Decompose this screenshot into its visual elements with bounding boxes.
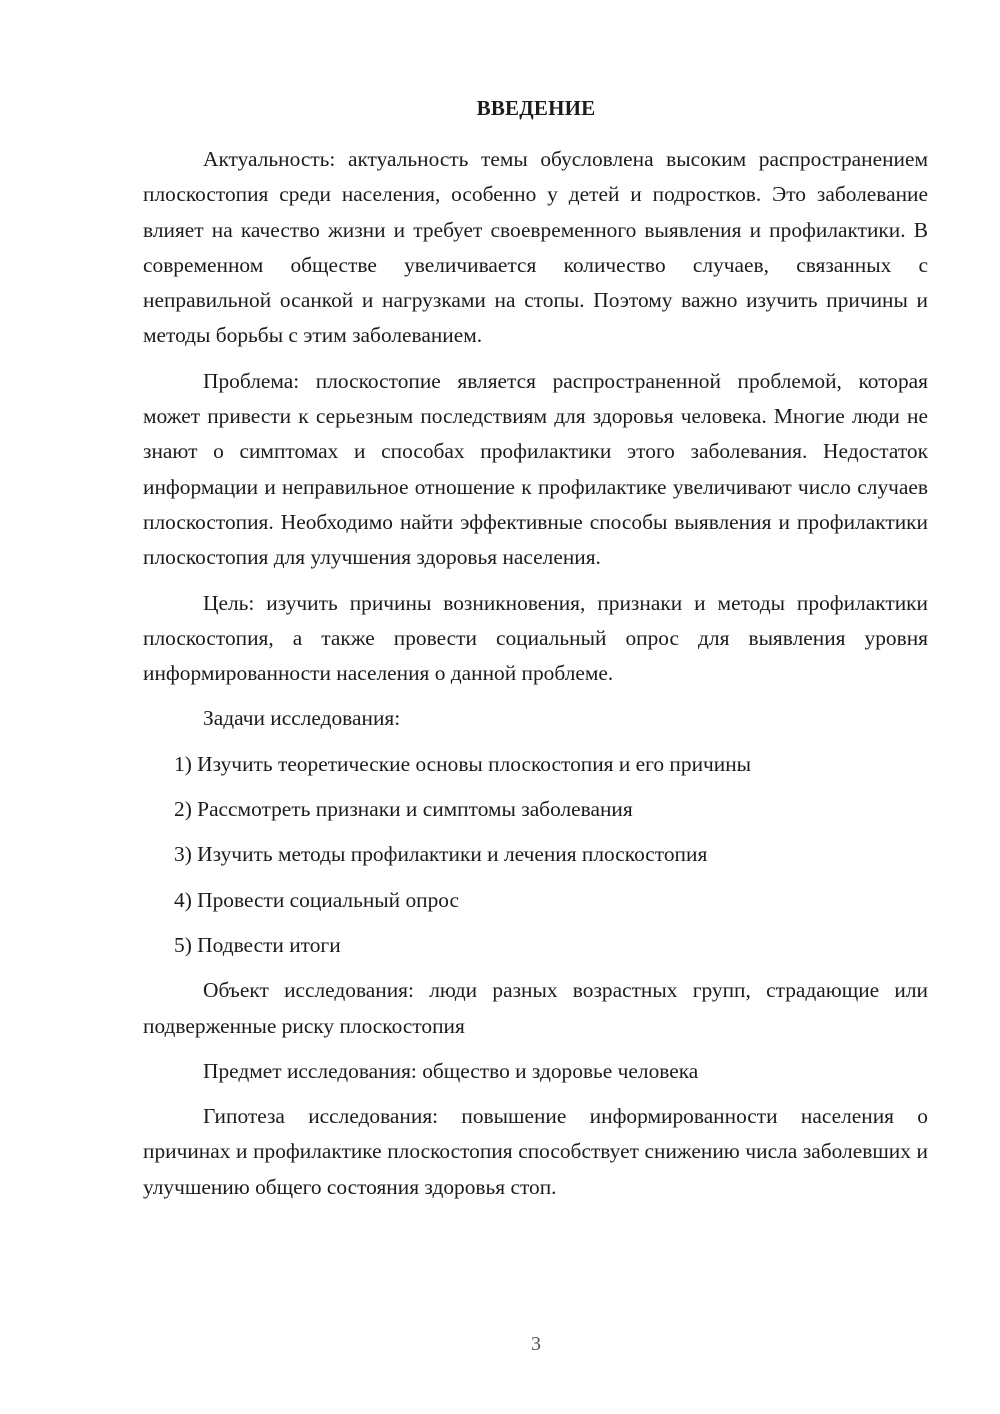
page-number: 3 [531,1333,541,1355]
paragraph-goal: Цель: изучить причины возникновения, признаки и методы профилактики плоскостопия, а также провести социальный опрос для выявления уровня информированности населения о данной проблеме. [143,590,928,686]
task-item-4: 4) Провести социальный опрос [174,887,460,912]
task-item-2: 2) Рассмотреть признаки и симптомы заболевания [174,797,633,822]
paragraph-object: Объект исследования: люди разных возрастных групп, страдающие или подверженные риску плоскостопия [143,978,928,1038]
task-item-5: 5) Подвести итоги [174,932,341,957]
paragraph-relevance: Актуальность: актуальность темы обусловлена высоким распространением плоскостопия среди населения, особенно у детей и подростков. Это заболевание влияет на качество жизни и требует своевременного выявления и профилактики. В современном обществе увеличивается количество случаев, связанных с неправильной осанкой и нагрузками на стопы. Поэтому важно изучить причины и методы борьбы с этим заболеванием. [143,147,928,348]
task-item-3: 3) Изучить методы профилактики и лечения плоскостопия [174,842,708,867]
body-text [143,142,928,1215]
paragraph-tasks-title: Задачи исследования: [203,706,401,731]
paragraph-hypothesis: Гипотеза исследования: повышение информированности населения о причинах и профилактике плоскостопия способствует снижению числа заболевших и улучшению общего состояния здоровья стоп. [143,1104,928,1199]
task-item-1: 1) Изучить теоретические основы плоскостопия и его причины [174,751,752,776]
paragraph-problem: Проблема: плоскостопие является распространенной проблемой, которая может привести к серьезным последствиям для здоровья человека. Многие люди не знают о симптомах и способах профилактики этого заболевания. Недостаток информации и неправильное отношение к профилактике увеличивают число случаев плоскостопия. Необходимо найти эффективные способы выявления и профилактики плоскостопия для улучшения здоровья населения. [143,368,928,570]
page-heading: ВВЕДЕНИЕ [476,96,596,120]
paragraph-subject: Предмет исследования: общество и здоровье человека [203,1058,699,1083]
